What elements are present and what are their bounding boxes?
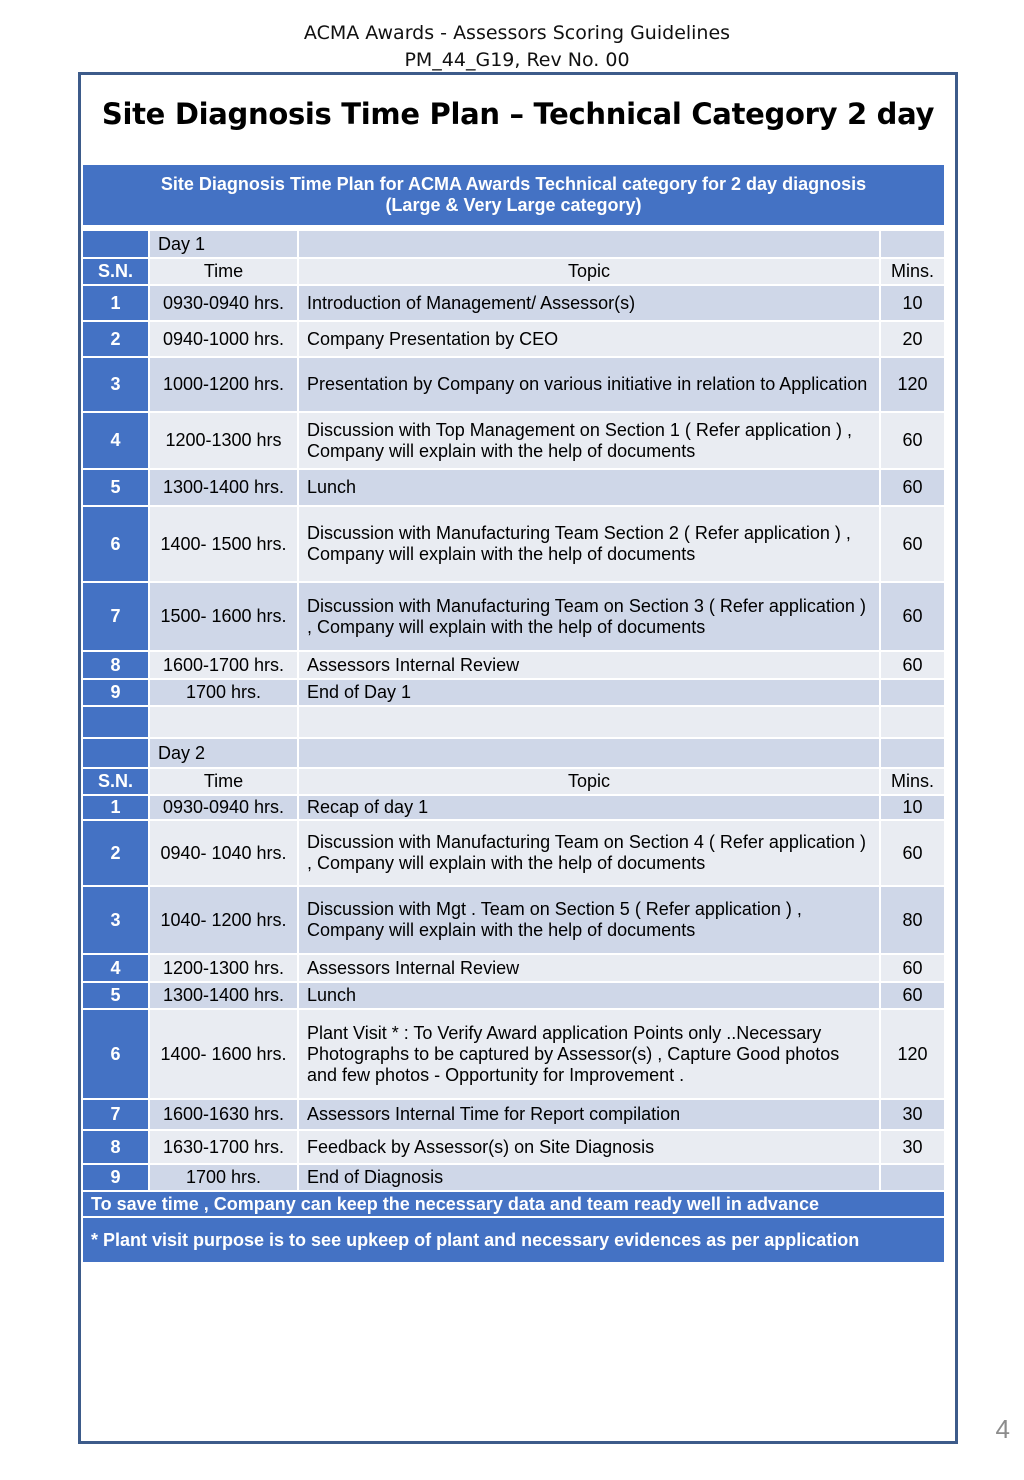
row-time: 1400- 1500 hrs. <box>149 506 298 582</box>
time-plan-table <box>81 163 946 1264</box>
row-mins: 60 <box>880 582 945 651</box>
row-mins: 10 <box>880 285 945 321</box>
page-title: Site Diagnosis Time Plan – Technical Category 2 day <box>101 97 935 131</box>
table-row <box>82 820 945 886</box>
row-topic: Company Presentation by CEO <box>298 321 880 357</box>
day1-label-row <box>82 230 945 258</box>
table-row <box>82 357 945 412</box>
row-sn: 9 <box>82 679 149 706</box>
row-sn: 8 <box>82 1130 149 1164</box>
row-time: 1200-1300 hrs. <box>149 954 298 982</box>
row-sn: 5 <box>82 982 149 1009</box>
row-topic: Recap of day 1 <box>298 795 880 820</box>
row-sn: 1 <box>82 795 149 820</box>
table-row <box>82 886 945 954</box>
header-doc-code: PM_44_G19, Rev No. 00 <box>404 49 630 71</box>
plant-visit-note: * Plant visit purpose is to see upkeep of plant and necessary evidences as per application <box>82 1217 945 1263</box>
row-mins: 30 <box>880 1130 945 1164</box>
col-time-header: Time <box>149 258 298 285</box>
table-row <box>82 982 945 1009</box>
row-topic: Assessors Internal Time for Report compilation <box>298 1099 880 1130</box>
row-time: 1700 hrs. <box>149 1164 298 1191</box>
row-mins: 30 <box>880 1099 945 1130</box>
table-row <box>82 582 945 651</box>
note-row <box>82 1217 945 1263</box>
row-time: 1500- 1600 hrs. <box>149 582 298 651</box>
row-time: 0930-0940 hrs. <box>149 795 298 820</box>
row-topic: Discussion with Mgt . Team on Section 5 ( Refer application ) , Company will explain with the help of documents <box>298 886 880 954</box>
row-topic: End of Day 1 <box>298 679 880 706</box>
header-title: ACMA Awards - Assessors Scoring Guidelines <box>303 22 731 44</box>
row-sn: 9 <box>82 1164 149 1191</box>
day1-column-header-row <box>82 258 945 285</box>
time-plan-table-container <box>81 163 944 1264</box>
row-topic: Assessors Internal Review <box>298 954 880 982</box>
document-header <box>0 20 1024 74</box>
spacer-row <box>82 706 945 738</box>
row-topic: Lunch <box>298 982 880 1009</box>
row-sn: 8 <box>82 651 149 679</box>
row-topic: Introduction of Management/ Assessor(s) <box>298 285 880 321</box>
table-row <box>82 795 945 820</box>
row-time: 1000-1200 hrs. <box>149 357 298 412</box>
col-sn-header: S.N. <box>82 258 149 285</box>
row-sn: 5 <box>82 469 149 506</box>
row-time: 1600-1700 hrs. <box>149 651 298 679</box>
row-sn: 3 <box>82 886 149 954</box>
row-topic: Feedback by Assessor(s) on Site Diagnosis <box>298 1130 880 1164</box>
col-time-header: Time <box>149 768 298 795</box>
table-row <box>82 1009 945 1099</box>
row-mins <box>880 679 945 706</box>
row-mins: 60 <box>880 820 945 886</box>
table-caption-line1: Site Diagnosis Time Plan for ACMA Awards Technical category for 2 day diagnosis <box>160 174 867 194</box>
row-time: 1700 hrs. <box>149 679 298 706</box>
page-number: 4 <box>995 1414 1010 1444</box>
table-row <box>82 285 945 321</box>
row-mins: 60 <box>880 469 945 506</box>
row-sn: 7 <box>82 1099 149 1130</box>
row-sn: 6 <box>82 506 149 582</box>
row-time: 1400- 1600 hrs. <box>149 1009 298 1099</box>
row-topic: Discussion with Top Management on Section 1 ( Refer application ) , Company will explain with the help of documents <box>298 412 880 469</box>
table-caption-row <box>82 164 945 226</box>
day2-label: Day 2 <box>149 738 298 768</box>
row-time: 0940- 1040 hrs. <box>149 820 298 886</box>
row-topic: End of Diagnosis <box>298 1164 880 1191</box>
col-topic-header: Topic <box>298 768 880 795</box>
row-time: 1200-1300 hrs <box>149 412 298 469</box>
row-sn: 2 <box>82 820 149 886</box>
row-mins: 60 <box>880 954 945 982</box>
row-time: 1600-1630 hrs. <box>149 1099 298 1130</box>
advance-preparation-note: To save time , Company can keep the necessary data and team ready well in advance <box>82 1191 945 1217</box>
row-mins <box>880 1164 945 1191</box>
row-time: 0940-1000 hrs. <box>149 321 298 357</box>
table-caption-line2: (Large & Very Large category) <box>385 195 642 215</box>
row-time: 0930-0940 hrs. <box>149 285 298 321</box>
table-row <box>82 412 945 469</box>
row-sn: 6 <box>82 1009 149 1099</box>
row-mins: 80 <box>880 886 945 954</box>
day2-column-header-row <box>82 768 945 795</box>
row-time: 1300-1400 hrs. <box>149 469 298 506</box>
col-mins-header: Mins. <box>880 258 945 285</box>
row-sn: 4 <box>82 954 149 982</box>
table-row <box>82 651 945 679</box>
table-row <box>82 1099 945 1130</box>
row-sn: 3 <box>82 357 149 412</box>
table-row <box>82 469 945 506</box>
row-topic: Assessors Internal Review <box>298 651 880 679</box>
slide-frame <box>78 72 958 1444</box>
table-row <box>82 321 945 357</box>
table-row <box>82 679 945 706</box>
row-time: 1040- 1200 hrs. <box>149 886 298 954</box>
row-topic: Discussion with Manufacturing Team on Section 3 ( Refer application ) , Company will explain with the help of documents <box>298 582 880 651</box>
table-caption <box>82 164 945 226</box>
row-topic: Presentation by Company on various initiative in relation to Application <box>298 357 880 412</box>
row-mins: 10 <box>880 795 945 820</box>
row-mins: 60 <box>880 506 945 582</box>
row-topic: Lunch <box>298 469 880 506</box>
row-mins: 120 <box>880 1009 945 1099</box>
table-row <box>82 1130 945 1164</box>
row-sn: 1 <box>82 285 149 321</box>
row-sn: 4 <box>82 412 149 469</box>
row-time: 1300-1400 hrs. <box>149 982 298 1009</box>
row-topic: Discussion with Manufacturing Team on Section 4 ( Refer application ) , Company will explain with the help of documents <box>298 820 880 886</box>
row-topic: Discussion with Manufacturing Team Section 2 ( Refer application ) , Company will explain with the help of documents <box>298 506 880 582</box>
col-mins-header: Mins. <box>880 768 945 795</box>
row-mins: 60 <box>880 412 945 469</box>
col-sn-header: S.N. <box>82 768 149 795</box>
row-sn: 2 <box>82 321 149 357</box>
row-mins: 60 <box>880 982 945 1009</box>
table-row <box>82 1164 945 1191</box>
row-time: 1630-1700 hrs. <box>149 1130 298 1164</box>
row-mins: 120 <box>880 357 945 412</box>
table-row <box>82 506 945 582</box>
note-row <box>82 1191 945 1217</box>
row-mins: 60 <box>880 651 945 679</box>
row-mins: 20 <box>880 321 945 357</box>
day2-label-row <box>82 738 945 768</box>
day1-label: Day 1 <box>149 230 298 258</box>
row-topic: Plant Visit * : To Verify Award application Points only ..Necessary Photographs to be captured by Assessor(s) , Capture Good photos and few photos - Opportunity for Improvement . <box>298 1009 880 1099</box>
row-sn: 7 <box>82 582 149 651</box>
col-topic-header: Topic <box>298 258 880 285</box>
table-row <box>82 954 945 982</box>
